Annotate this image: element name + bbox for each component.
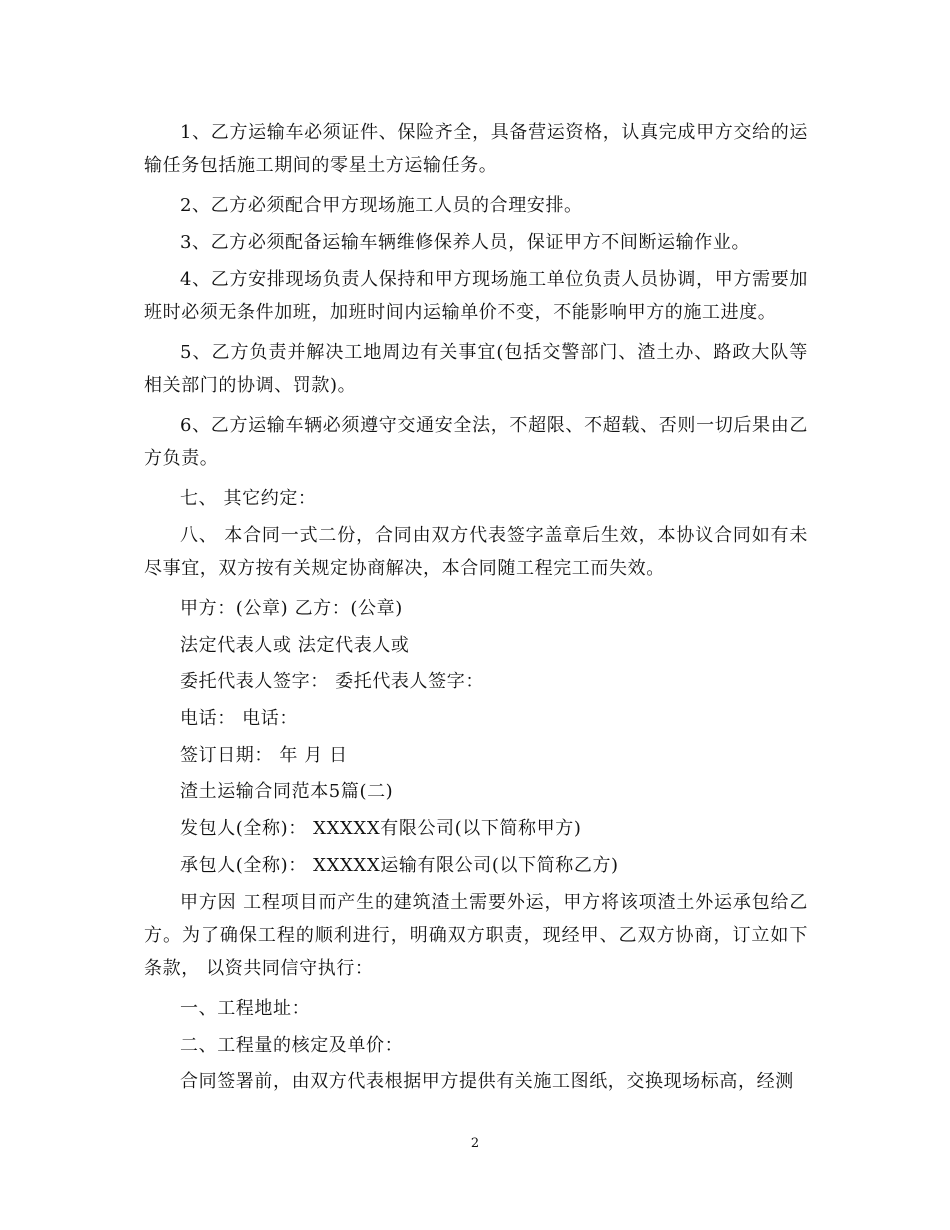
contract-preamble: 甲方因 工程项目而产生的建筑渣土需要外运，甲方将该项渣土外运承包给乙方。为了确保工程的顺利进行，明确双方职责，现经甲、乙双方协商，订立如下条款， 以资共同信守执行： — [144, 892, 808, 979]
clause-4: 4、乙方安排现场负责人保持和甲方现场施工单位负责人员协调，甲方需要加班时必须无条件加班，加班时间内运输单价不变，不能影响甲方的施工进度。 — [144, 269, 808, 323]
signature-phone: 电话： 电话： — [180, 708, 298, 729]
employer-name: 发包人(全称)： XXXXX有限公司(以下简称甲方) — [180, 818, 582, 839]
clause-2: 2、乙方必须配合甲方现场施工人员的合理安排。 — [180, 195, 583, 216]
page-number: 2 — [470, 1136, 480, 1151]
section-heading-template-2: 渣土运输合同范本5篇(二) — [180, 781, 394, 802]
signature-authorized-representative: 委托代表人签字： 委托代表人签字： — [180, 671, 484, 692]
quantity-verification-text: 合同签署前，由双方代表根据甲方提供有关施工图纸，交换现场标高，经测 — [180, 1071, 794, 1092]
section-7-other-agreements: 七、 其它约定： — [180, 488, 317, 509]
clause-5: 5、乙方负责并解决工地周边有关事宜(包括交警部门、渣土办、路政大队等相关部门的协调、罚款)。 — [144, 342, 808, 396]
section-1-project-address: 一、工程地址： — [180, 998, 311, 1019]
contractor-name: 承包人(全称)： XXXXX运输有限公司(以下简称乙方) — [180, 855, 619, 876]
section-8-contract-validity: 八、 本合同一式二份，合同由双方代表签字盖章后生效，本协议合同如有未尽事宜，双方按有关规定协商解决，本合同随工程完工而失效。 — [144, 525, 808, 579]
signature-legal-representative: 法定代表人或 法定代表人或 — [180, 635, 410, 656]
clause-6: 6、乙方运输车辆必须遵守交通安全法，不超限、不超载、否则一切后果由乙方负责。 — [144, 415, 808, 469]
clause-3: 3、乙方必须配备运输车辆维修保养人员，保证甲方不间断运输作业。 — [180, 232, 751, 253]
section-2-quantity-and-price: 二、工程量的核定及单价： — [180, 1035, 404, 1056]
signature-party-seals: 甲方：(公章) 乙方：(公章) — [180, 598, 403, 619]
signature-date: 签订日期： 年 月 日 — [180, 745, 348, 766]
clause-1: 1、乙方运输车必须证件、保险齐全，具备营运资格，认真完成甲方交给的运输任务包括施工期间的零星土方运输任务。 — [144, 122, 808, 176]
